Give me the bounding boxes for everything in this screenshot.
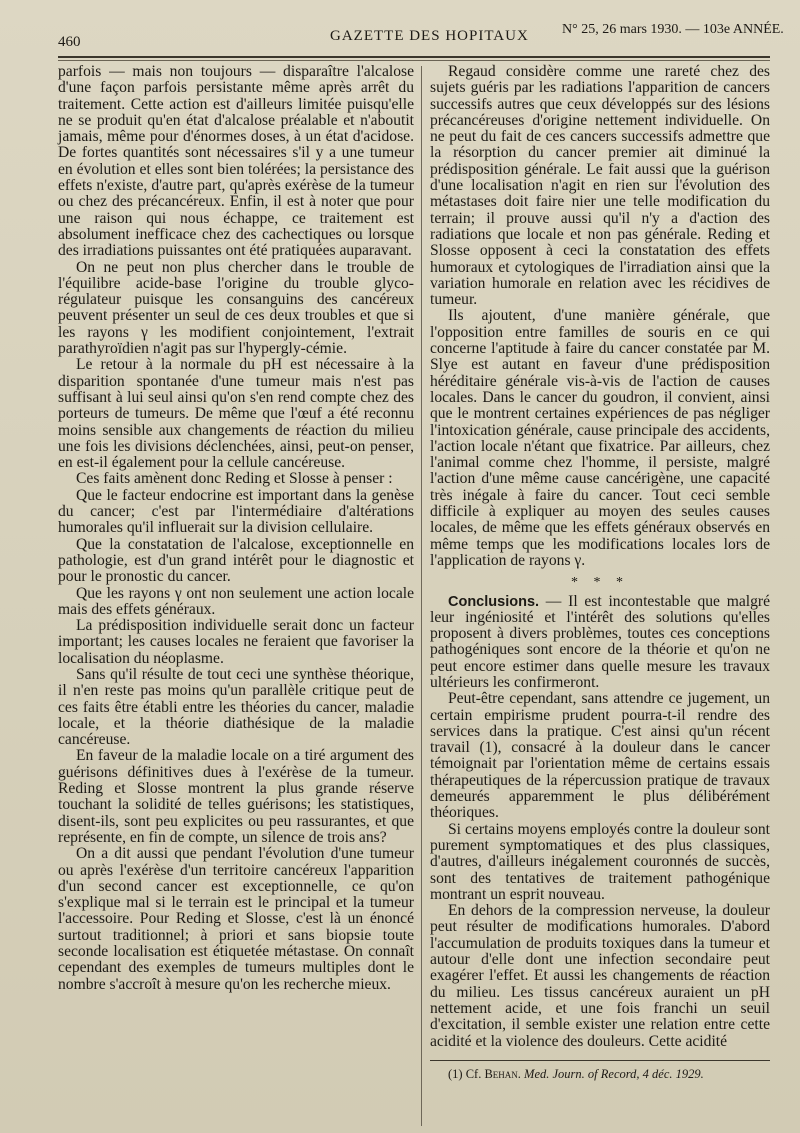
footnote-marker: (1) Cf. xyxy=(448,1066,482,1081)
paragraph: La prédisposition individuelle serait donc un facteur important; les causes locales ne feraient que favoriser la localisation du néoplasme. xyxy=(58,617,414,667)
paragraph: On ne peut non plus chercher dans le trouble de l'équilibre acide-base l'origine du trouble glyco-régulateur puisque les consanguins des cancéreux peuvent présenter un seul de ces deux troubles et que si les rayons γ les modifient conjointement, l'extrait parathyroïdien n'agit pas sur l'hypergly-cémie. xyxy=(58,258,414,358)
column-divider xyxy=(421,66,422,1126)
footnote-author: Behan. xyxy=(484,1066,521,1081)
paragraph: En faveur de la maladie locale on a tiré argument des guérisons définitives dues à l'exérèse de la tumeur. Reding et Slosse montrent la plus grande réserve touchant la solidité de telles guérisons; les statistiques, disent-ils, sont peu explicites ou peu rassurantes, et que représente, en fin de compte, un silence de trois ans? xyxy=(58,747,414,846)
paragraph: Peut-être cependant, sans attendre ce jugement, un certain empirisme prudent pourra-t-il rendre des services dans la pratique. C'est ainsi qu'un récent travail (1), consacré à la douleur dans le cancer témoignait par l'orientation même de certains essais thérapeutiques de la répercussion pratique de travaux demeurés apparemment le plus délibérément théoriques. xyxy=(430,690,770,822)
page-header xyxy=(0,0,800,62)
left-column xyxy=(58,64,414,993)
paragraph: Si certains moyens employés contre la douleur sont purement symptomatiques et des plus classiques, d'autres, d'ailleurs inégalement couronnés de succès, sont des tentatives de traitement pathogénique montrant un esprit nouveau. xyxy=(430,820,770,903)
section-separator: * * * xyxy=(571,575,629,591)
issue-info: N° 25, 26 mars 1930. — 103e ANNÉE. xyxy=(562,22,784,37)
header-rule xyxy=(58,56,770,58)
page-number: 460 xyxy=(58,34,81,50)
conclusions-paragraph xyxy=(430,594,770,692)
conclusions-heading: Conclusions. xyxy=(448,593,540,610)
paragraph: parfois — mais non toujours — disparaître l'alcalose d'une façon parfois persistante même après arrêt du traitement. Cette action est d'ailleurs limitée puisqu'elle ne se produit qu'en état d'alcalose préalable et n'aboutit jamais, même pour d'énormes doses, à un état d'acidose. De fortes quantités sont nécessaires s'il y a une tumeur en évolution et elles sont bien tolérées; la persistance des effets n'existe, d'autre part, qu'après exérèse de la tumeur ou chez des précancéreux. Enfin, il est à noter que pour une raison qui nous échappe, ce traitement est absolument inefficace chez des cachectiques ou lorsque des irradiations puissantes ont été pratiquées auparavant. xyxy=(58,63,414,260)
journal-title: GAZETTE DES HOPITAUX xyxy=(330,28,529,44)
paragraph: Ils ajoutent, d'une manière générale, que l'opposition entre familles de souris en ce qui concerne l'aptitude à faire du cancer constatée par M. Slye est autant en faveur d'une prédisposition héréditaire générale vis-à-vis de l'action de causes locales. Dans le cancer du goudron, il convient, ainsi que le montrent certaines expériences de pas négliger l'intoxication générale, cause principale des accidents, l'action locale n'étant que fixatrice. Par ailleurs, chez l'animal comme chez l'homme, il persiste, malgré l'action d'une même cause cancérigène, une capacité très inégale à faire du cancer. Tout ceci semble difficile à expliquer au moyen des seules causes locales, de même que les effets généraux observés en même temps que les modifications locales lors de l'application de rayons γ. xyxy=(430,307,770,569)
footnote xyxy=(430,1067,770,1082)
paragraph: Que le facteur endocrine est important dans la genèse du cancer; c'est par l'intermédiaire d'altérations humorales qu'il influerait sur la division cellulaire. xyxy=(58,486,414,537)
paragraph: On a dit aussi que pendant l'évolution d'une tumeur ou après l'exérèse d'un territoire cancéreux l'apparition d'un second cancer est exceptionnelle, ce qu'on s'explique mal si le terrain est le principal et la tumeur l'accessoire. Pour Reding et Slosse, c'est là un énoncé surtout traditionnel; à priori et sans biopsie toute seconde localisation est étiquetée métastase. On connaît cependant des exemples de tumeurs multiples dont le nombre s'accroît à mesure qu'on les recherche mieux. xyxy=(58,845,414,993)
right-column xyxy=(430,64,770,1082)
paragraph: Sans qu'il résulte de tout ceci une synthèse théorique, il n'en reste pas moins qu'un parallèle critique peut de ces faits être établi entre les théories du cancer, maladie locale, et la théorie diathésique de la maladie cancéreuse. xyxy=(58,665,414,749)
paragraph: Ces faits amènent donc Reding et Slosse à penser : xyxy=(76,470,393,488)
conclusions-text: — Il est incontestable que malgré leur ingéniosité et l'intérêt des solutions qu'elles proposent à divers problèmes, toutes ces conceptions pathogéniques sont encore de la théorie et qu'on ne peut encore estimer dans quelle mesure les travaux ultérieurs les confirmeront. xyxy=(430,592,771,691)
paragraph: Le retour à la normale du pH est nécessaire à la disparition spontanée d'une tumeur mais n'est pas suffisant à lui seul ainsi qu'on s'en rend compte chez des porteurs de tumeurs. De même que l'œuf a été reconnu moins sensible aux changements de réaction du milieu une fois les divisions déclenchées, ainsi, peut-on penser, en est-il également pour la cellule cancéreuse. xyxy=(58,356,414,472)
paragraph: Regaud considère comme une rareté chez des sujets guéris par les radiations l'apparition de cancers successifs autres que ceux développés sur des lésions précancéreuses d'origine nettement individuelle. On ne peut du fait de ces cancers successifs admettre que la résorption du cancer premier ait diminué la prédisposition générale. Le fait aussi que la guérison d'une localisation n'agit en rien sur l'évolution des métastases doit faire nier une telle modification du terrain; il prouve aussi qu'il n'y a d'action des radiations que locale et non pas générale. Reding et Slosse opposent à ceci la constatation des effets humoraux et cytologiques de l'irradiation ainsi que la variation humorale en relation avec les récidives de tumeur. xyxy=(430,63,770,309)
paragraph: Que la constatation de l'alcalose, exceptionnelle en pathologie, est d'un grand intérêt pour le diagnostic et pour le pronostic du cancer. xyxy=(58,535,414,586)
footnote-rule xyxy=(430,1060,770,1061)
paragraph: Que les rayons γ ont non seulement une action locale mais des effets généraux. xyxy=(58,584,414,618)
header-rule-thin xyxy=(58,60,770,61)
footnote-reference: Med. Journ. of Record, 4 déc. 1929. xyxy=(524,1066,704,1081)
paragraph: En dehors de la compression nerveuse, la douleur peut résulter de modifications humorales. D'abord l'accumulation de produits toxiques dans la tumeur et autour d'elle dont une infection secondaire peut exagérer l'effet. Et aussi les changements de réaction du milieu. Les tissus cancéreux auraient un pH nettement acide, et une fois franchi un seuil d'excitation, il semble exister une relation entre cette acidité et la violence des douleurs. Cette acidité xyxy=(430,902,770,1050)
